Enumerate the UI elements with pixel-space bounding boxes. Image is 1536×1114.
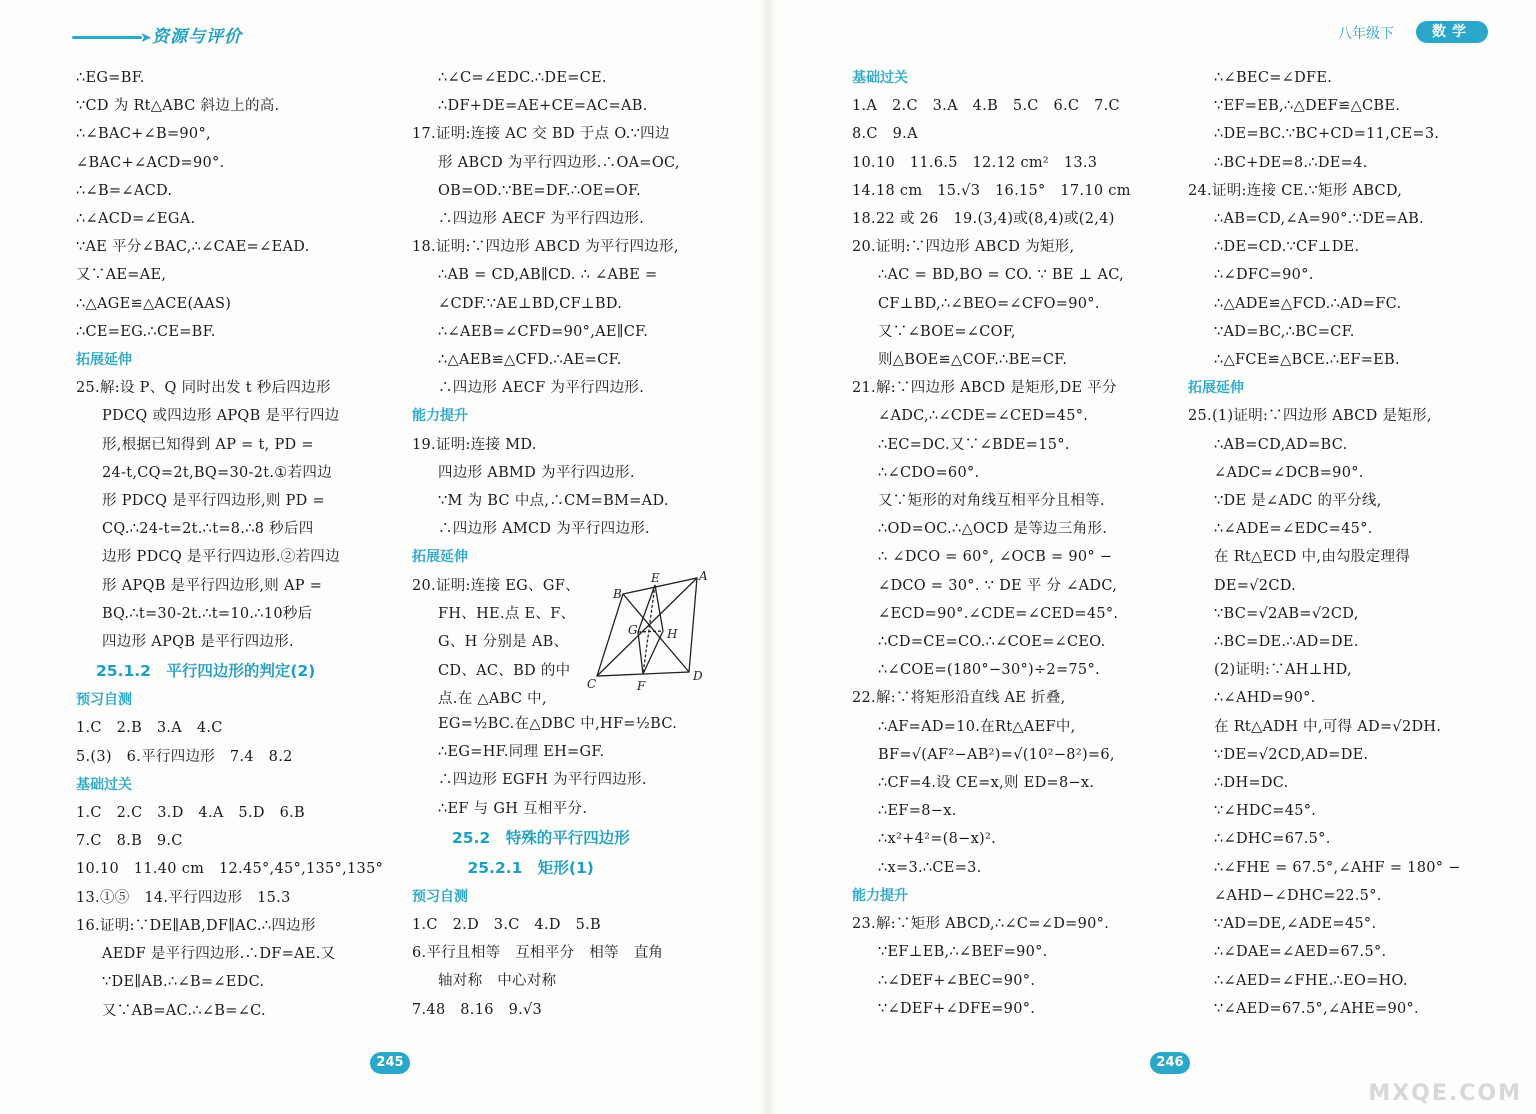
answer-line: 20.证明:连接 EG、GF、 [412,578,580,594]
answer-line: ∴四边形 EGFH 为平行四边形. [438,772,647,789]
answer-line: EG=½BC.在△DBC 中,HF=½BC. [438,716,678,732]
answer-line: CD、AC、BD 的中 [438,662,571,679]
section-heading: 能力提升 [412,408,468,425]
section-heading: 预习自测 [76,692,132,709]
answer-line: ∴∠ACD=∠EGA. [76,211,196,228]
answer-line: 24-t,CQ=2t,BQ=30-2t.①若四边 [102,464,332,481]
answer-line: ∠ADC=∠DCB=90°. [1214,464,1364,481]
section-heading: 拓展延伸 [76,352,132,369]
answer-line: ∴DH=DC. [1214,775,1289,792]
label-c: C [587,677,597,691]
answer-line: ∴∠DHC=67.5°. [1214,831,1331,848]
answer-line: 形,根据已知得到 AP = t, PD = [102,436,314,453]
answer-line: 四边形 ABMD 为平行四边形. [438,464,635,481]
answer-line: ∴∠COE=(180°−30°)÷2=75°. [878,662,1100,679]
answer-line: ∠CDF.∵AE⊥BD,CF⊥BD. [438,295,623,312]
section-heading: 拓展延伸 [1188,380,1244,397]
answer-line: ∠DCO = 30°. ∵ DE 平 分 ∠ADC, [878,577,1118,594]
answer-line: ∠ECD=90°.∠CDE=∠CED=45°. [878,605,1119,622]
column-2-bottom [412,710,722,1024]
answer-line: ∴∠BAC+∠B=90°, [76,126,211,143]
answer-line: BF=√(AF²−AB²)=√(10²−8²)=6, [878,746,1115,763]
answer-line: ∴DE=BC.∵BC+CD=11,CE=3. [1214,126,1440,143]
answer-line: ∴四边形 AECF 为平行四边形. [438,380,645,397]
answer-line: ∴△AGE≌△ACE(AAS) [76,295,232,312]
answer-line: ∴AF=AD=10.在Rt△AEF中, [878,718,1076,735]
answer-line: 22.解:∵将矩形沿直线 AE 折叠, [852,690,1066,707]
arrow-icon: ➤ [140,30,152,46]
answer-line: ∴∠AHD=90°. [1214,690,1316,707]
column-4 [1188,64,1498,1023]
answer-line: 14.18 cm 15.√3 16.15° 17.10 cm [852,182,1131,199]
answer-line: 5.(3) 6.平行四边形 7.4 8.2 [76,748,293,765]
answer-line: 13.①⑤ 14.平行四边形 15.3 [76,889,291,906]
answer-line: PDCQ 或四边形 APQB 是平行四边 [102,408,340,425]
answer-line: ∵DE=√2CD,AD=DE. [1214,746,1369,763]
answer-line: 25.解:设 P、Q 同时出发 t 秒后四边形 [76,380,331,397]
subsection-title: 25.2 特殊的平行四边形 [452,828,630,847]
answer-line: 又∵∠BOE=∠COF, [878,323,1016,340]
column-2-figure-text [412,572,592,713]
answer-line: 1.C 2.D 3.C 4.D 5.B [412,917,601,934]
answer-line: ∵EF=EB,∴△DEF≌△CBE. [1214,98,1401,115]
answer-line: 边形 PDCQ 是平行四边形.②若四边 [102,549,340,566]
answer-line: FH、HE.点 E、F、 [438,606,576,623]
answer-line: ∵DE 是∠ADC 的平分线, [1214,493,1382,510]
answer-line: ∴OD=OC.∴△OCD 是等边三角形. [878,521,1108,538]
answer-line: 6.平行且相等 互相平分 相等 直角 [412,945,664,962]
answer-line: ∴AB = CD,AB∥CD. ∴ ∠ABE = [438,267,658,284]
answer-line: ∴DF+DE=AE+CE=AC=AB. [438,98,648,115]
answer-line: 21.解:∵四边形 ABCD 是矩形,DE 平分 [852,380,1117,397]
subsection-title: 25.2.1 矩形(1) [452,858,594,877]
answer-line: ∴EF=8−x. [878,803,957,820]
answer-line: ∴ ∠DCO = 60°, ∠OCB = 90° − [878,549,1113,566]
answer-line: ∴BC=DE.∴AD=DE. [1214,634,1359,651]
answer-line: ∵∠HDC=45°. [1214,803,1317,820]
label-b: B [613,587,622,601]
answer-line: 23.解:∵矩形 ABCD,∴∠C=∠D=90°. [852,916,1110,933]
answer-line: 7.48 8.16 9.√3 [412,1001,543,1018]
column-1 [76,64,386,1025]
answer-line: ∠AHD−∠DHC=22.5°. [1214,887,1382,904]
answer-line: 20.证明:∵四边形 ABCD 为矩形, [852,239,1075,256]
answer-line: 19.证明:连接 MD. [412,436,537,453]
section-heading: 基础过关 [852,70,908,86]
answer-line: OB=OD.∵BE=DF.∴OE=OF. [438,182,642,199]
answer-line: ∴EG=BF. [76,70,145,86]
answer-line: ∴四边形 AMCD 为平行四边形. [438,521,650,538]
answer-line: ∴四边形 AECF 为平行四边形. [438,211,645,228]
column-2-top [412,64,722,572]
answer-line: ∵BC=√2AB=√2CD, [1214,605,1359,622]
answer-line: ∵CD 为 Rt△ABC 斜边上的高. [76,98,280,115]
answer-line: CF⊥BD,∴∠BEO=∠CFO=90°. [878,295,1100,312]
section-heading: 拓展延伸 [412,549,468,566]
grade-label: 八年级下 [1338,26,1394,42]
answer-line: ∴CD=CE=CO.∴∠COE=∠CEO. [878,634,1106,651]
answer-line: ∵AD=DE,∠ADE=45°. [1214,916,1377,933]
answer-line: G、H 分别是 AB、 [438,634,569,651]
answer-line: ∴AB=CD,AD=BC. [1214,436,1348,453]
subject-badge: 数学 [1416,21,1488,43]
answer-line: ∴∠B=∠ACD. [76,182,173,199]
answer-line: ∴∠FHE = 67.5°,∠AHF = 180° − [1214,859,1461,876]
page-number-right: 246 [1150,1052,1190,1074]
answer-line: 8.C 9.A [852,126,918,143]
answer-line: 10.10 11.6.5 12.12 cm² 13.3 [852,154,1098,171]
answer-line: 形 ABCD 为平行四边形.∴OA=OC, [438,154,680,171]
answer-line: 24.证明:连接 CE.∵矩形 ABCD, [1188,182,1403,199]
label-g: G [628,623,638,637]
answer-line: ∵AE 平分∠BAC,∴∠CAE=∠EAD. [76,239,310,256]
section-heading: 基础过关 [76,776,132,793]
answer-line: 1.C 2.B 3.A 4.C [76,720,223,737]
answer-line: ∴DE=CD.∵CF⊥DE. [1214,239,1360,256]
answer-line: ∴EG=HF.同理 EH=GF. [438,744,605,761]
answer-line: 在 Rt△ADH 中,可得 AD=√2DH. [1214,718,1442,735]
section-heading: 预习自测 [412,888,468,905]
brand-title: 资源与评价 [152,27,242,47]
answer-line: ∴∠AED=∠FHE.∴EO=HO. [1214,972,1408,989]
answer-line: ∵DE∥AB.∴∠B=∠EDC. [102,974,265,991]
answer-line: CQ.∴24-t=2t.∴t=8.∴8 秒后四 [102,521,314,538]
answer-line: ∴x=3.∴CE=3. [878,859,982,876]
answer-line: BQ.∴t=30-2t.∴t=10.∴10秒后 [102,605,313,622]
answer-line: 又∵矩形的对角线互相平分且相等. [878,493,1105,510]
answer-line: 7.C 8.B 9.C [76,833,183,850]
answer-line: 18.证明:∵四边形 ABCD 为平行四边形, [412,239,679,256]
geometry-figure [585,568,715,696]
answer-line: 则△BOE≌△COF.∴BE=CF. [878,352,1068,369]
answer-line: ∴∠C=∠EDC.∴DE=CE. [438,70,607,86]
answer-line: 点.在 △ABC 中, [438,690,547,707]
answer-line: ∴∠AEB=∠CFD=90°,AE∥CF. [438,323,649,340]
answer-line: ∴∠CDO=60°. [878,464,980,481]
answer-line: ∴△FCE≌△BCE.∴EF=EB. [1214,352,1400,369]
answer-line: ∴EC=DC.又∵∠BDE=15°. [878,436,1070,453]
answer-line: ∵M 为 BC 中点,∴CM=BM=AD. [438,493,669,510]
answer-line: ∴CE=EG.∴CE=BF. [76,323,216,340]
answer-line: ∵∠DEF+∠DFE=90°. [878,1000,1036,1017]
header-rule [72,36,142,39]
answer-line: ∴∠DEF+∠BEC=90°. [878,972,1036,989]
answer-line: ∴∠DFC=90°. [1214,267,1314,284]
answer-line: AEDF 是平行四边形.∴DF=AE.又 [102,946,336,963]
answer-line: 1.C 2.C 3.D 4.A 5.D 6.B [76,805,305,822]
column-3 [852,64,1162,1023]
answer-line: ∠BAC+∠ACD=90°. [76,154,225,171]
answer-line: 四边形 APQB 是平行四边形. [102,634,294,651]
answer-line: ∴x²+4²=(8−x)². [878,831,997,848]
answer-line: 16.证明:∵DE∥AB,DF∥AC.∴四边形 [76,917,316,934]
answer-line: ∴∠DAE=∠AED=67.5°. [1214,944,1387,961]
header-brand [72,22,262,48]
answer-line: ∵AD=BC,∴BC=CF. [1214,323,1355,340]
answer-line: ∴∠BEC=∠DFE. [1214,70,1333,86]
answer-line: 形 PDCQ 是平行四边形,则 PD = [102,493,325,510]
answer-line: ∴△AEB≌△CFD.∴AE=CF. [438,352,622,369]
answer-line: 25.(1)证明:∵四边形 ABCD 是矩形, [1188,408,1432,425]
watermark-logo: MXQE.COM [1368,1081,1522,1106]
answer-line: ∴AC = BD,BO = CO. ∵ BE ⊥ AC, [878,267,1125,284]
answer-line: ∴△ADE≌△FCD.∴AD=FC. [1214,295,1402,312]
answer-line: 在 Rt△ECD 中,由勾股定理得 [1214,549,1411,566]
answer-line: DE=√2CD. [1214,577,1297,594]
answer-line: 17.证明:连接 AC 交 BD 于点 O.∵四边 [412,126,670,143]
label-f: F [637,679,646,693]
subsection-title: 25.1.2 平行四边形的判定(2) [96,662,316,681]
answer-line: 轴对称 中心对称 [438,973,557,990]
label-d: D [693,669,703,683]
answer-line: ∠ADC,∴∠CDE=∠CED=45°. [878,408,1089,425]
label-a: A [699,569,708,583]
right-page [768,0,1536,1114]
label-e: E [651,571,660,585]
answer-line: ∵∠AED=67.5°,∠AHE=90°. [1214,1000,1419,1017]
answer-line: 又∵AE=AE, [76,267,167,284]
answer-line: 18.22 或 26 19.(3,4)或(8,4)或(2,4) [852,211,1115,228]
answer-line: 形 APQB 是平行四边形,则 AP = [102,577,323,594]
answer-line: ∴∠ADE=∠EDC=45°. [1214,521,1373,538]
section-heading: 能力提升 [852,887,908,904]
page-number-left: 245 [370,1052,410,1074]
answer-line: ∴EF 与 GH 互相平分. [438,800,588,817]
answer-line: ∴AB=CD,∠A=90°.∵DE=AB. [1214,211,1425,228]
answer-line: 1.A 2.C 3.A 4.B 5.C 6.C 7.C [852,98,1120,115]
answer-line: ∴CF=4.设 CE=x,则 ED=8−x. [878,775,1095,792]
answer-line: ∴BC+DE=8.∴DE=4. [1214,154,1368,171]
answer-line: (2)证明:∵AH⊥HD, [1214,662,1352,679]
answer-line: 又∵AB=AC.∴∠B=∠C. [102,1002,266,1019]
label-h: H [667,627,678,641]
answer-line: 10.10 11.40 cm 12.45°,45°,135°,135° [76,861,384,878]
answer-line: ∵EF⊥EB,∴∠BEF=90°. [878,944,1048,961]
